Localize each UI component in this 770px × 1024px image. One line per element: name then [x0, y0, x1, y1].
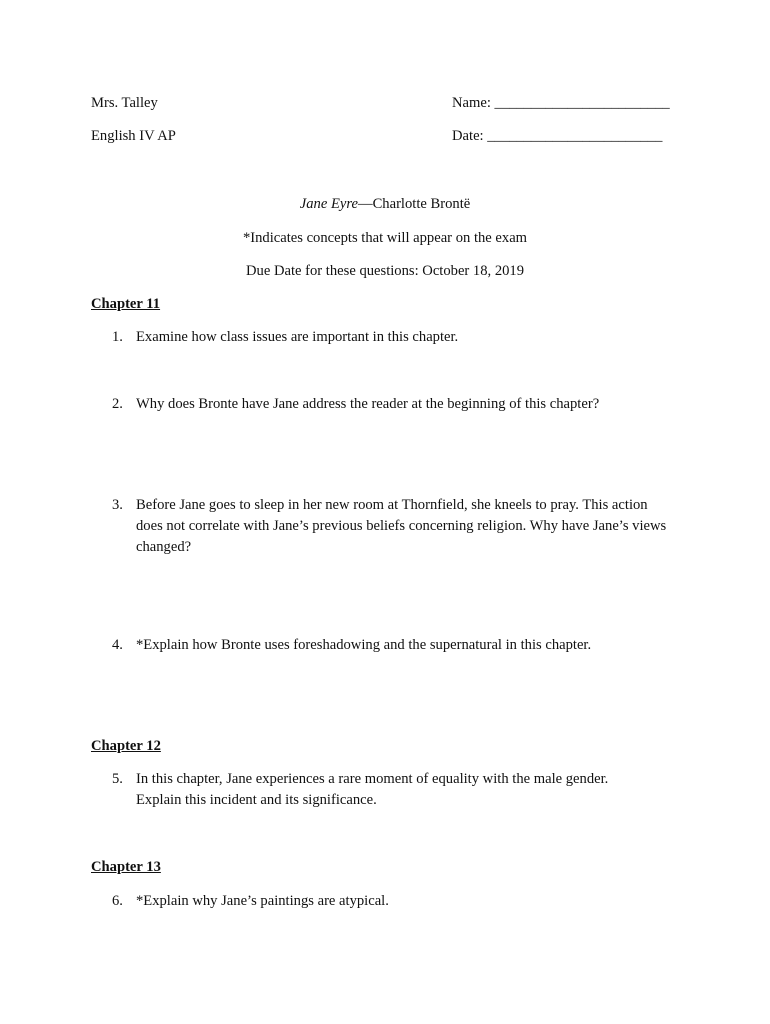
book-author: —Charlotte Brontë: [357, 196, 471, 212]
question-text: Examine how class issues are important in this chapter.: [136, 329, 459, 345]
document-title: [0, 195, 770, 213]
book-title: Jane Eyre: [299, 196, 358, 212]
question-text: *Explain how Bronte uses foreshadowing and the supernatural in this chapter.: [136, 637, 592, 653]
teacher-name: Mrs. Talley: [91, 95, 158, 111]
student-name-field: Name: ________________________: [452, 95, 670, 111]
question-number: 3.: [112, 497, 123, 513]
question-text: *Explain why Jane’s paintings are atypical.: [136, 893, 389, 909]
exam-note: *Indicates concepts that will appear on the exam: [242, 230, 528, 246]
section-heading-chapter-13: Chapter 13: [91, 859, 161, 875]
question-number: 5.: [112, 771, 123, 787]
section-heading-chapter-11: Chapter 11: [91, 296, 161, 312]
due-date: Due Date for these questions: October 18, 2019: [245, 263, 525, 279]
question-text: Before Jane goes to sleep in her new room at Thornfield, she kneels to pray. This action does not correlate with Jane’s previous beliefs concerning religion. Why have Jane’s views changed?: [136, 497, 667, 555]
date-field: Date: ________________________: [452, 128, 663, 144]
question-number: 6.: [112, 893, 123, 909]
question-text: Why does Bronte have Jane address the reader at the beginning of this chapter?: [136, 396, 600, 412]
question-number: 2.: [112, 396, 123, 412]
course-name: English IV AP: [91, 128, 176, 144]
question-number: 1.: [112, 329, 123, 345]
section-heading-chapter-12: Chapter 12: [91, 738, 161, 754]
question-number: 4.: [112, 637, 123, 653]
question-text: In this chapter, Jane experiences a rare moment of equality with the male gender. Explain this incident and its significance.: [136, 771, 609, 808]
